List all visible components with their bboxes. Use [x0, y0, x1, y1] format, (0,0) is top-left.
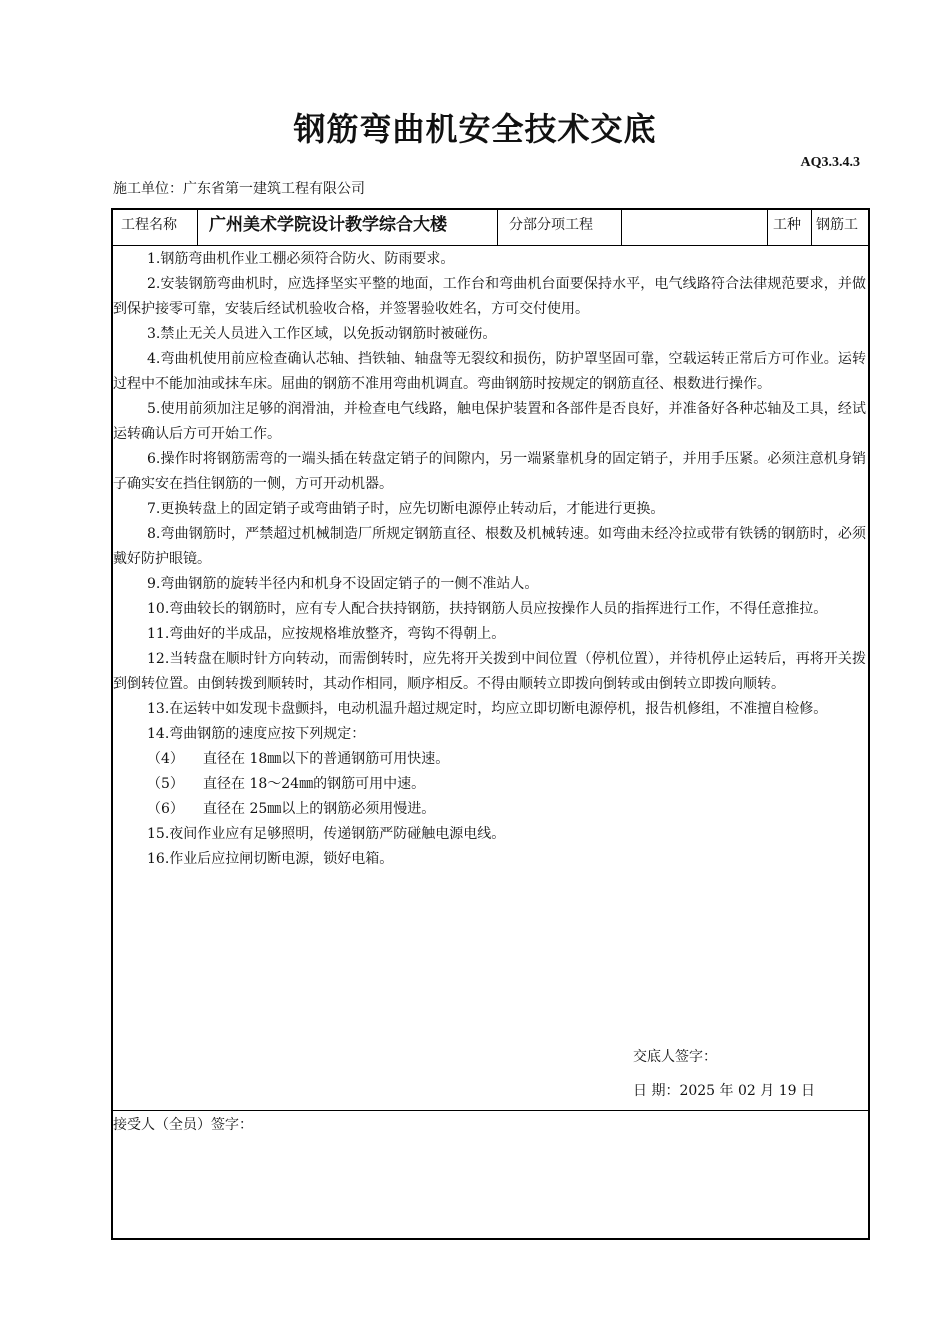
speed-rule [113, 797, 866, 822]
project-name-value: 广州美术学院设计教学综合大楼 [209, 215, 447, 235]
header-row [113, 210, 868, 246]
instruction-item: 5.使用前须加注足够的润滑油，并检查电气线路，触电保护装置和各部件是否良好，并准备好各种芯轴及工具，经试运转确认后方可开始工作。 [113, 401, 866, 442]
construction-unit: 施工单位：广东省第一建筑工程有限公司 [113, 181, 365, 197]
instruction-item: 2.安装钢筋弯曲机时，应选择坚实平整的地面，工作台和弯曲机台面要保持水平，电气线路符合法律规范要求，并做到保护接零可靠，安装后经试机验收合格，并签署验收姓名，方可交付使用。 [113, 276, 866, 317]
instruction-item: 12.当转盘在顺时针方向转动，而需倒转时，应先将开关拨到中间位置（停机位置），并待机停止运转后，再将开关拨到倒转位置。由倒转拨到顺转时，其动作相同，顺序相反。不得由顺转立即拨向倒转或由倒转立即拨向顺转。 [113, 651, 866, 692]
speed-rule-text: 直径在 18～24㎜的钢筋可用中速。 [203, 776, 426, 792]
instruction-item: 16.作业后应拉闸切断电源，锁好电箱。 [147, 851, 394, 867]
instruction-item: 1.钢筋弯曲机作业工棚必须符合防火、防雨要求。 [147, 251, 455, 267]
receiver-section [113, 1110, 868, 1133]
instruction-content [113, 247, 866, 872]
speed-rule [113, 772, 866, 797]
document-title: 钢筋弯曲机安全技术交底 [293, 110, 657, 148]
speed-rule-text: 直径在 25㎜以上的钢筋必须用慢进。 [203, 801, 436, 817]
instruction-item: 6.操作时将钢筋需弯的一端头插在转盘定销子的间隙内，另一端紧靠机身的固定销子，并用手压紧。必须注意机身销子确实安在挡住钢筋的一侧，方可开动机器。 [113, 451, 866, 492]
instruction-item: 15.夜间作业应有足够照明，传递钢筋严防碰触电源电线。 [147, 826, 506, 842]
instruction-item: 9.弯曲钢筋的旋转半径内和机身不设固定销子的一侧不准站人。 [147, 576, 539, 592]
instruction-item: 14.弯曲钢筋的速度应按下列规定： [147, 726, 366, 742]
form-frame [111, 208, 870, 1240]
instruction-item: 7.更换转盘上的固定销子或弯曲销子时，应先切断电源停止转动后，才能进行更换。 [147, 501, 665, 517]
speed-rule [113, 747, 866, 772]
speed-rule-text: 直径在 18㎜以下的普通钢筋可用快速。 [203, 751, 450, 767]
date-line: 日 期：2025 年 02 月 19 日 [633, 1083, 815, 1099]
trade-label: 工种 [773, 217, 801, 233]
project-name-label: 工程名称 [121, 217, 177, 233]
document-code: AQ3.3.4.3 [800, 155, 860, 170]
receiver-label: 接受人（全员）签字： [113, 1117, 253, 1133]
signer-label: 交底人签字： [633, 1049, 717, 1065]
instruction-item: 11.弯曲好的半成品，应按规格堆放整齐，弯钩不得朝上。 [147, 626, 506, 642]
speed-rule-number: （4） [147, 751, 184, 767]
instruction-item: 8.弯曲钢筋时，严禁超过机械制造厂所规定钢筋直径、根数及机械转速。如弯曲未经冷拉或带有铁锈的钢筋时，必须戴好防护眼镜。 [113, 526, 866, 567]
speed-rule-number: （6） [147, 801, 184, 817]
instruction-item: 4.弯曲机使用前应检查确认芯轴、挡铁轴、轴盘等无裂纹和损伤，防护罩坚固可靠，空载运转正常后方可作业。运转过程中不能加油或抹车床。屈曲的钢筋不准用弯曲机调直。弯曲钢筋时按规定的钢筋直径、根数进行操作。 [113, 351, 866, 392]
speed-rule-number: （5） [147, 776, 184, 792]
trade-value: 钢筋工 [816, 217, 858, 233]
instruction-item: 10.弯曲较长的钢筋时，应有专人配合扶持钢筋，扶持钢筋人员应按操作人员的指挥进行工作，不得任意推拉。 [147, 601, 828, 617]
instruction-item: 13.在运转中如发现卡盘颤抖，电动机温升超过规定时，均应立即切断电源停机，报告机修组，不准擅自检修。 [147, 701, 828, 717]
instruction-item: 3.禁止无关人员进入工作区域，以免扳动钢筋时被碰伤。 [147, 326, 497, 342]
sub-project-label: 分部分项工程 [509, 217, 593, 233]
